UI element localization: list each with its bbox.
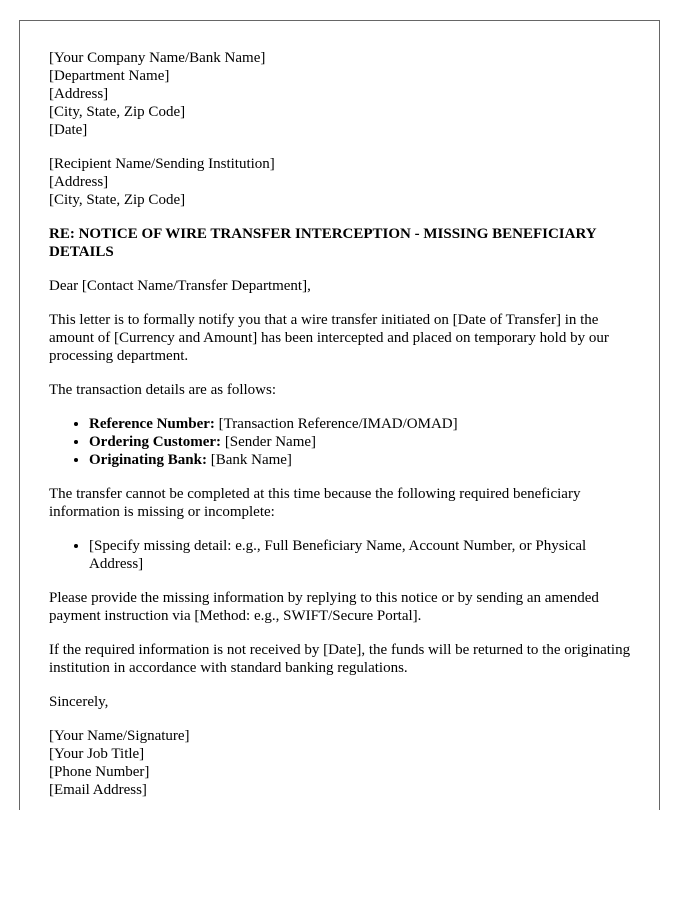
sender-department: [Department Name] [49, 68, 170, 84]
request-paragraph: Please provide the missing information by replying to this notice or by sending an amended payment instruction via [Method: e.g., SWIFT/Secure Portal]. [49, 590, 599, 624]
subject-line: RE: NOTICE OF WIRE TRANSFER INTERCEPTION - MISSING BENEFICIARY DETAILS [49, 226, 597, 260]
detail-label: Ordering Customer: [89, 434, 222, 450]
salutation: Dear [Contact Name/Transfer Department], [49, 278, 311, 294]
sender-city-state-zip: [City, State, Zip Code] [49, 104, 186, 120]
detail-value: [Transaction Reference/IMAD/OMAD] [214, 416, 458, 432]
list-item [89, 451, 639, 469]
signature-block [49, 727, 639, 799]
deadline-paragraph: If the required information is not received by [Date], the funds will be returned to the originating institution in accordance with standard banking regulations. [49, 642, 631, 676]
sender-company: [Your Company Name/Bank Name] [49, 50, 266, 66]
list-item [89, 433, 639, 451]
signature-phone: [Phone Number] [49, 764, 150, 780]
transaction-details-list [49, 415, 639, 469]
detail-label: Reference Number: [89, 416, 215, 432]
intro-paragraph: This letter is to formally notify you that a wire transfer initiated on [Date of Transfer] in the amount of [Currency and Amount] has been intercepted and placed on temporary hold by our processing department. [49, 312, 609, 364]
sender-block [49, 49, 639, 139]
signature-email: [Email Address] [49, 782, 147, 798]
sender-address: [Address] [49, 86, 109, 102]
recipient-block [49, 155, 639, 209]
missing-intro: The transfer cannot be completed at this time because the following required beneficiary information is missing or incomplete: [49, 486, 581, 520]
letter-content [49, 49, 639, 799]
letter-page [19, 20, 660, 810]
details-intro: The transaction details are as follows: [49, 382, 277, 398]
signature-title: [Your Job Title] [49, 746, 145, 762]
missing-details-list [49, 537, 639, 573]
recipient-name: [Recipient Name/Sending Institution] [49, 156, 275, 172]
signature-name: [Your Name/Signature] [49, 728, 190, 744]
list-item [89, 415, 639, 433]
letter-date: [Date] [49, 122, 88, 138]
list-item: • [Specify missing detail: e.g., Full Beneficiary Name, Account Number, or Physical Address] [89, 537, 639, 573]
detail-value: [Bank Name] [206, 452, 292, 468]
recipient-city-state-zip: [City, State, Zip Code] [49, 192, 186, 208]
detail-value: [Sender Name] [221, 434, 317, 450]
recipient-address: [Address] [49, 174, 109, 190]
closing: Sincerely, [49, 694, 109, 710]
detail-label: Originating Bank: [89, 452, 207, 468]
